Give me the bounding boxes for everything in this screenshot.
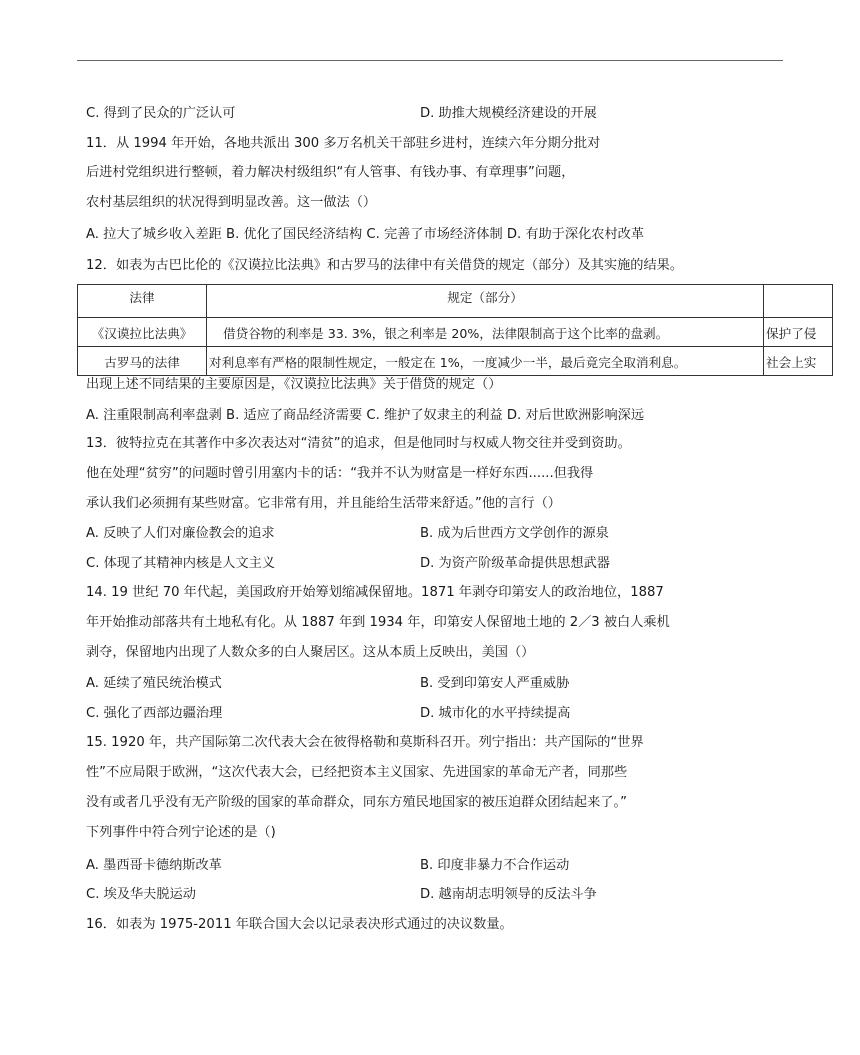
- q15-stem-line-4: 下列事件中符合列宁论述的是（): [86, 825, 276, 840]
- table-cell: 借贷谷物的利率是 33. 3%，银之利率是 20%，法律限制高于这个比率的盘剥。: [207, 318, 764, 347]
- q12-law-table: [77, 284, 833, 376]
- q11-stem-line-2: 后进村党组织进行整顿，着力解决村级组织“有人管事、有钱办事、有章理事”问题，: [86, 165, 575, 180]
- q13-stem-line-2: 他在处理“贫穷”的问题时曾引用塞内卡的话：“我并不认为财富是一样好东西......但我得: [86, 466, 594, 481]
- q11-stem-line-3: 农村基层组织的状况得到明显改善。这一做法（）: [86, 195, 377, 210]
- table-cell: 《汉谟拉比法典》: [78, 318, 207, 347]
- table-cell: 社会上实: [764, 347, 833, 376]
- q13-option-a: A. 反映了人们对廉俭教会的追求: [86, 526, 275, 541]
- q15-stem-line-3: 没有或者几乎没有无产阶级的国家的革命群众，同东方殖民地国家的被压迫群众团结起来了。”: [86, 795, 627, 810]
- q13-option-b: B. 成为后世西方文学创作的源泉: [420, 526, 609, 541]
- q14-stem-line-3: 剥夺，保留地内出现了人数众多的白人聚居区。这从本质上反映出，美国（）: [86, 645, 535, 660]
- table-row: [78, 347, 833, 376]
- q16-stem: 16．如表为 1975-2011 年联合国大会以记录表决形式通过的决议数量。: [86, 917, 513, 932]
- q10-option-d: D. 助推大规模经济建设的开展: [420, 106, 597, 121]
- table-header-rule: 规定（部分）: [207, 285, 764, 318]
- q12-stem: 12．如表为古巴比伦的《汉谟拉比法典》和古罗马的法律中有关借贷的规定（部分）及其实施的结果。: [86, 258, 684, 273]
- q14-option-d: D. 城市化的水平持续提高: [420, 706, 571, 721]
- table-row: [78, 318, 833, 347]
- q11-stem-line-1: 11．从 1994 年开始，各地共派出 300 多万名机关干部驻乡进村，连续六年分期分批对: [86, 136, 601, 151]
- q10-option-c: C. 得到了民众的广泛认可: [86, 106, 236, 121]
- q13-option-c: C. 体现了其精神内核是人文主义: [86, 556, 276, 571]
- q11-options: A. 拉大了城乡收入差距 B. 优化了国民经济结构 C. 完善了市场经济体制 D. 有助于深化农村改革: [86, 227, 645, 242]
- q12-after-table: 出现上述不同结果的主要原因是，《汉谟拉比法典》关于借贷的规定（）: [86, 377, 502, 392]
- table-cell: 古罗马的法律: [78, 347, 207, 376]
- q15-stem-line-2: 性”不应局限于欧洲，“这次代表大会，已经把资本主义国家、先进国家的革命无产者，同那些: [86, 765, 628, 780]
- q13-stem-line-1: 13．彼特拉克在其著作中多次表达对“清贫”的追求，但是他同时与权威人物交往并受到资助。: [86, 436, 631, 451]
- q13-stem-line-3: 承认我们必须拥有某些财富。它非常有用，并且能给生活带来舒适。”他的言行（）: [86, 496, 561, 511]
- q13-option-d: D. 为资产阶级革命提供思想武器: [420, 556, 610, 571]
- q15-option-a: A. 墨西哥卡德纳斯改革: [86, 858, 222, 873]
- q14-stem-line-2: 年开始推动部落共有土地私有化。从 1887 年到 1934 年，印第安人保留地土地的 2／3 被白人乘机: [86, 615, 670, 630]
- table-cell: 保护了侵: [764, 318, 833, 347]
- q14-option-c: C. 强化了西部边疆治理: [86, 706, 223, 721]
- q14-stem-line-1: 14. 19 世纪 70 年代起，美国政府开始筹划缩减保留地。1871 年剥夺印第安人的政治地位，1887: [86, 585, 664, 600]
- table-header-law: 法律: [78, 285, 207, 318]
- q12-options: A. 注重限制高利率盘剥 B. 适应了商品经济需要 C. 维护了奴隶主的利益 D. 对后世欧洲影响深远: [86, 408, 645, 423]
- q15-stem-line-1: 15. 1920 年，共产国际第二次代表大会在彼得格勒和莫斯科召开。列宁指出：共产国际的“世界: [86, 735, 644, 750]
- table-cell: 对利息率有严格的限制性规定，一般定在 1%，一度减少一半，最后竟完全取消利息。: [207, 347, 764, 376]
- q15-option-c: C. 埃及华夫脱运动: [86, 887, 196, 902]
- q14-option-b: B. 受到印第安人严重威胁: [420, 676, 570, 691]
- q15-option-d: D. 越南胡志明领导的反法斗争: [420, 887, 597, 902]
- table-header-result: [764, 285, 833, 318]
- table-header-row: [78, 285, 833, 318]
- q14-option-a: A. 延续了殖民统治模式: [86, 676, 222, 691]
- header-rule: [77, 60, 783, 61]
- q15-option-b: B. 印度非暴力不合作运动: [420, 858, 570, 873]
